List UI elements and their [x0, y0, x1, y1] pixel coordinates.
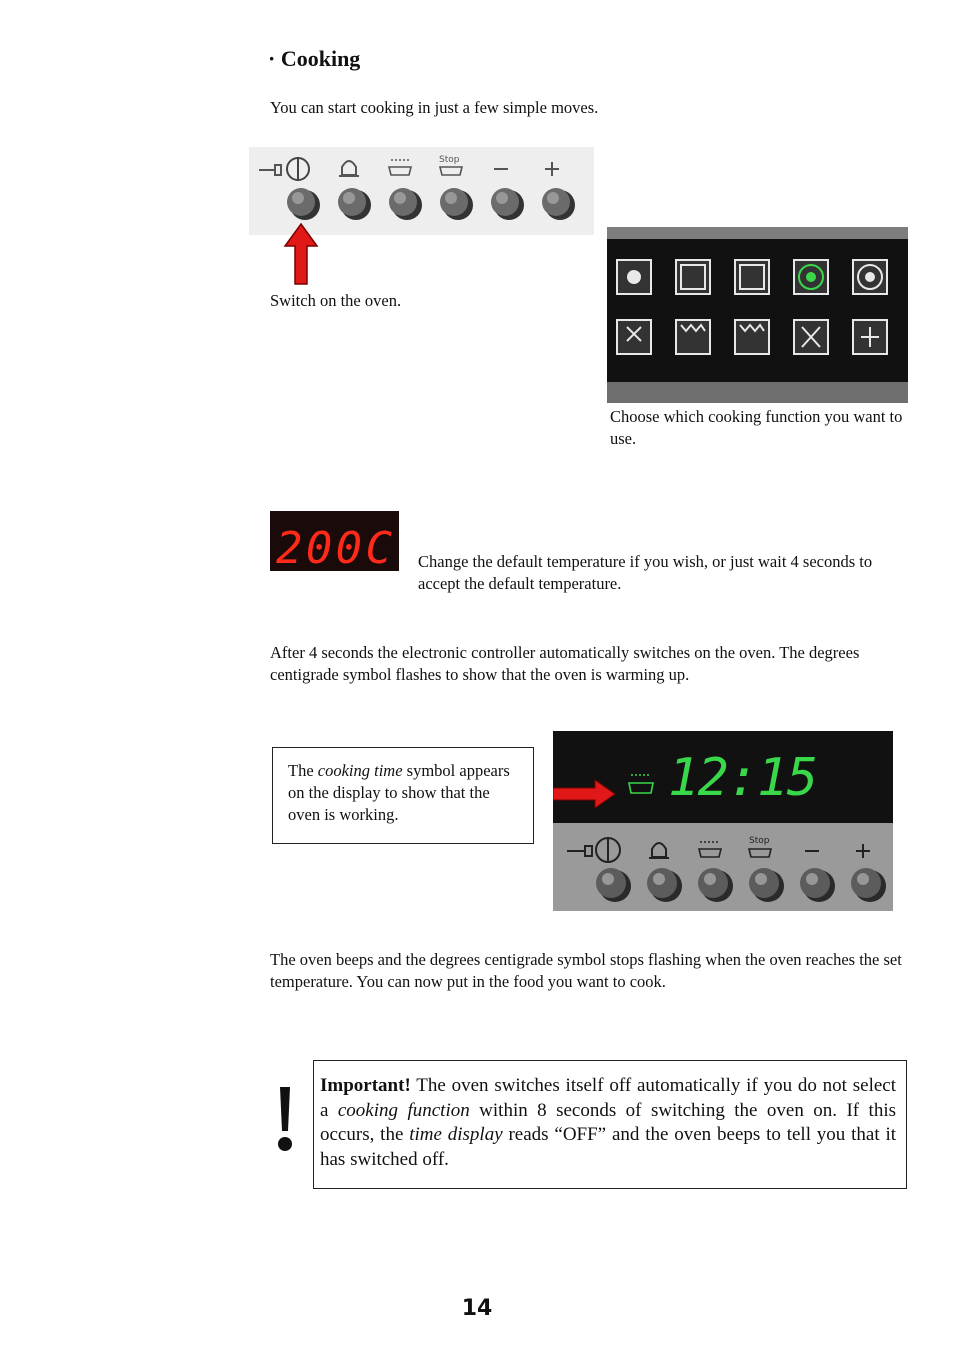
page-number: 14	[461, 1296, 493, 1321]
temperature-caption: Change the default temperature if you wish, or just wait 4 seconds to accept the default temperature.	[418, 552, 873, 593]
top-heat-icon	[676, 260, 710, 294]
clock-readout: 12:15	[668, 748, 818, 808]
exclamation-icon	[277, 1085, 293, 1153]
important-note: Important! The oven switches itself off automatically if you do not select a cooking function within 8 seconds of switching the oven on. If this occurs, the time display reads “OFF” and the oven beeps to tell you that it has switched off.	[313, 1060, 907, 1189]
fan-grill-icon	[853, 260, 887, 294]
oven-beeps-paragraph: The oven beeps and the degrees centigrade symbol stops flashing when the oven reaches the set temperature. You can now put in the food you want to cook.	[270, 950, 902, 991]
red-right-arrow-icon	[553, 778, 617, 810]
temperature-readout: 200C	[276, 523, 392, 571]
bottom-heat-icon	[735, 260, 769, 294]
temperature-display	[270, 511, 399, 571]
cooking-function-panel	[607, 227, 908, 403]
choose-function-caption: Choose which cooking function you want to use.	[610, 407, 903, 448]
intro-text: You can start cooking in just a few simple moves.	[270, 98, 599, 117]
light-function-icon	[617, 260, 651, 294]
oven-display-panel	[553, 731, 893, 911]
defrost-icon	[853, 320, 887, 354]
fan-bottom-icon	[617, 320, 651, 354]
stop-label: Stop	[749, 836, 770, 846]
stop-label: Stop	[439, 155, 460, 165]
cooking-time-note: The cooking time symbol appears on the display to show that the oven is working.	[272, 747, 534, 844]
after-seconds-paragraph: After 4 seconds the electronic controller automatically switches on the oven. The degrees centigrade symbol flashes to show that the oven is warming up.	[270, 643, 860, 684]
section-heading: · Cooking	[268, 46, 361, 71]
red-up-arrow-icon	[283, 222, 319, 286]
double-grill-icon	[735, 320, 769, 354]
grill-icon	[676, 320, 710, 354]
fan-function-icon	[794, 260, 828, 294]
switch-on-caption: Switch on the oven.	[270, 291, 402, 310]
turbo-grill-icon	[794, 320, 828, 354]
